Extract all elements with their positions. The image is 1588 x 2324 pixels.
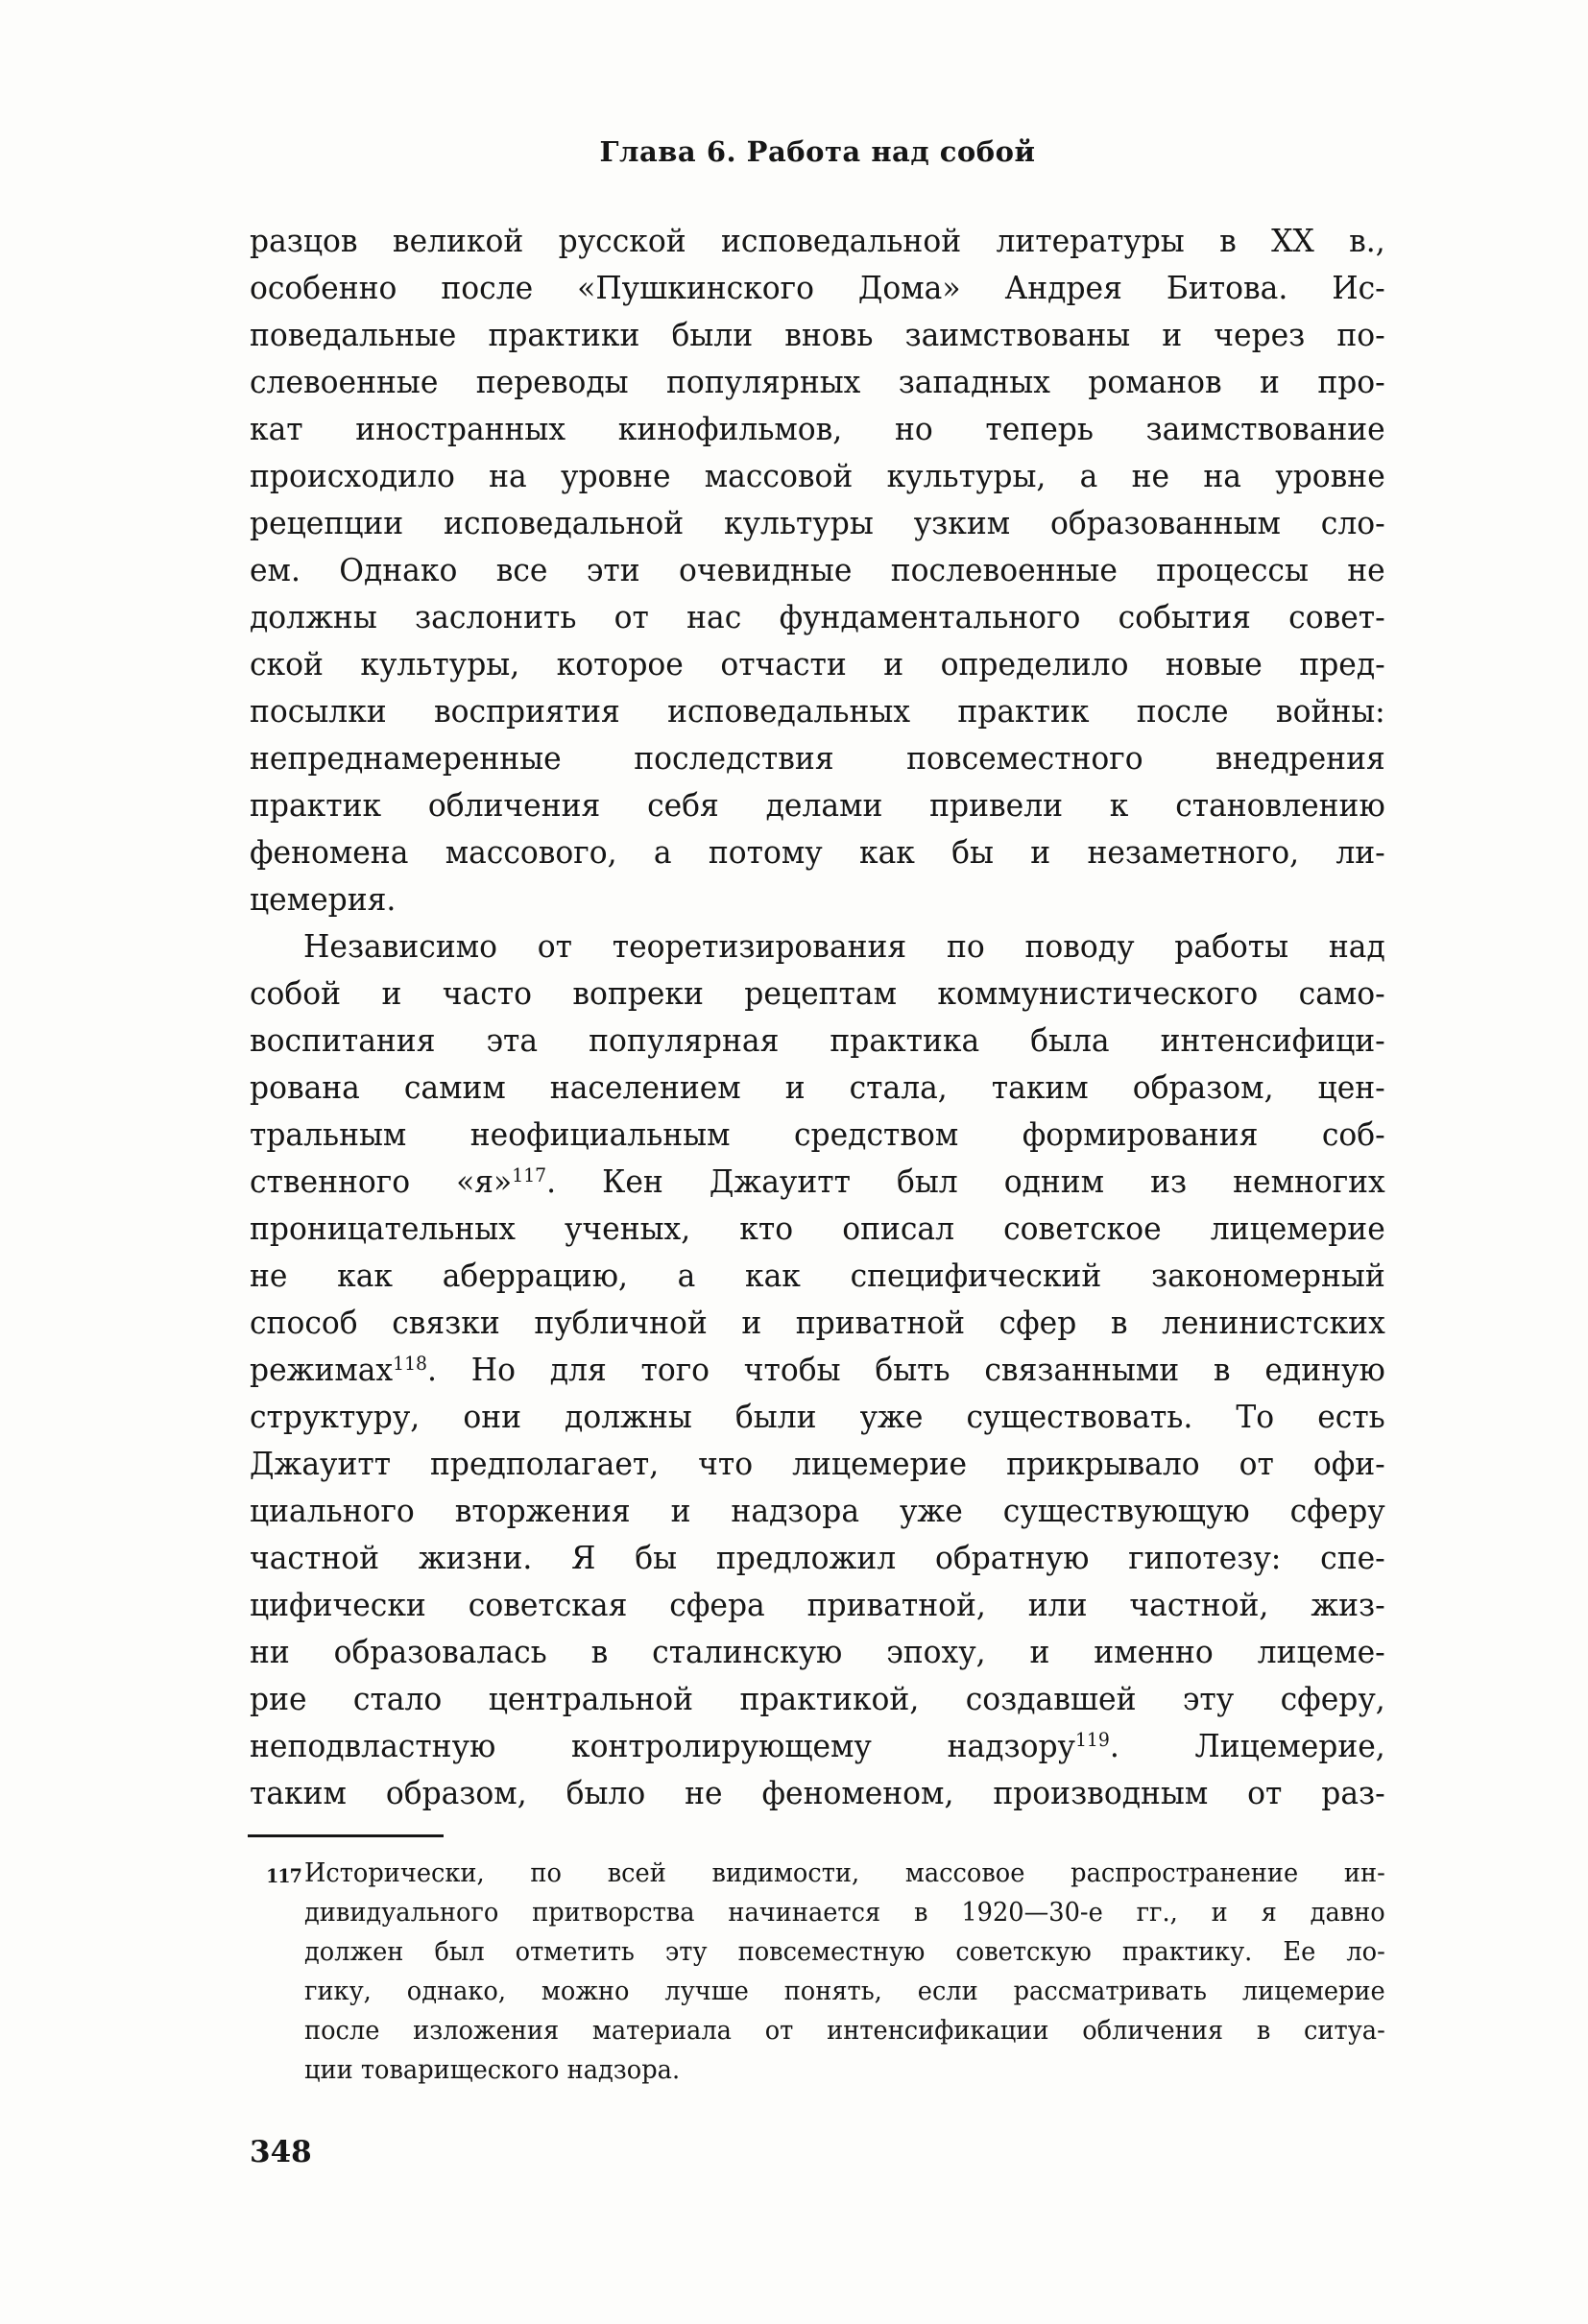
body-line: посылки восприятия исповедальных практик после войны:: [250, 692, 1385, 730]
footnote-line: дивидуального притворства начинается в 1920—30-е гг., и я давно: [304, 1898, 1385, 1928]
body-line: непреднамеренные последствия повсеместного внедрения: [250, 739, 1385, 777]
footnote-line: гику, однако, можно лучше понять, если рассматривать лицемерие: [304, 1977, 1385, 2006]
page-number: 348: [250, 2135, 312, 2169]
body-line: кат иностранных кинофильмов, но теперь заимствование: [250, 410, 1385, 447]
body-line: цифически советская сфера приватной, или частной, жиз-: [250, 1586, 1385, 1623]
body-line: рована самим населением и стала, таким образом, цен-: [250, 1068, 1385, 1106]
footnote-line: после изложения материала от интенсификации обличения в ситуа-: [304, 2016, 1385, 2046]
body-line: режимах$^{118}$. Но для того чтобы быть связанными в единую: [250, 1351, 1385, 1388]
running-header: Глава 6. Работа над собой: [599, 135, 1036, 168]
body-line: ем. Однако все эти очевидные послевоенные процессы не: [250, 551, 1385, 588]
body-line: рие стало центральной практикой, создавшей эту сферу,: [250, 1680, 1385, 1717]
footnote-line: 117 Исторически, по всей видимости, массовое распространение ин-: [304, 1854, 1385, 1893]
body-line: не как аберрацию, а как специфический закономерный: [250, 1257, 1385, 1294]
body-line: феномена массового, а потому как бы и незаметного, ли-: [250, 833, 1385, 871]
body-line: слевоенные переводы популярных западных романов и про-: [250, 363, 1385, 400]
body-line: тральным неофициальным средством формирования соб-: [250, 1115, 1385, 1153]
footnote-line: должен был отметить эту повсеместную советскую практику. Ее ло-: [304, 1937, 1385, 1967]
body-line: структуру, они должны были уже существовать. То есть: [250, 1398, 1385, 1435]
body-line: неподвластную контролирующему надзору$^{119}$. Лицемерие,: [250, 1727, 1385, 1764]
body-line: поведальные практики были вновь заимствованы и через по-: [250, 316, 1385, 353]
body-text: [250, 217, 1385, 1816]
footnote-ref: 117: [512, 1164, 547, 1187]
body-line: проницательных ученых, кто описал советское лицемерие: [250, 1210, 1385, 1247]
body-line: происходило на уровне массовой культуры, а не на уровне: [250, 457, 1385, 494]
footnote-separator: [248, 1834, 444, 1837]
footnote-ref: 118: [393, 1353, 427, 1376]
body-line: Независимо от теоретизирования по поводу работы над: [303, 927, 1385, 965]
body-line: должны заслонить от нас фундаментального события совет-: [250, 598, 1385, 635]
footnote-block: [266, 1854, 1385, 2090]
body-line: способ связки публичной и приватной сфер в ленинистских: [250, 1304, 1385, 1341]
footnote-line: ции товарищеского надзора.: [304, 2055, 681, 2085]
body-line: ской культуры, которое отчасти и определило новые пред-: [250, 645, 1385, 683]
body-line: практик обличения себя делами привели к становлению: [250, 786, 1385, 824]
body-line: особенно после «Пушкинского Дома» Андрея Битова. Ис-: [250, 269, 1385, 306]
body-line: частной жизни. Я бы предложил обратную гипотезу: спе-: [250, 1539, 1385, 1576]
footnote-marker: 117: [266, 1864, 301, 1887]
footnote-ref: 119: [1074, 1729, 1110, 1752]
body-line: цемерия.: [250, 880, 397, 918]
body-line: ни образовалась в сталинскую эпоху, и именно лицеме-: [250, 1633, 1385, 1670]
body-line: таким образом, было не феноменом, производным от раз-: [250, 1774, 1385, 1811]
body-line: ственного «я»$^{117}$. Кен Джауитт был одним из немногих: [250, 1162, 1385, 1200]
body-line: собой и часто вопреки рецептам коммунистического само-: [250, 974, 1385, 1012]
body-line: рецепции исповедальной культуры узким образованным сло-: [250, 504, 1385, 541]
body-line: разцов великой русской исповедальной литературы в XX в.,: [250, 222, 1385, 259]
body-line: Джауитт предполагает, что лицемерие прикрывало от офи-: [250, 1445, 1385, 1482]
body-line: циального вторжения и надзора уже существующую сферу: [250, 1492, 1385, 1529]
body-line: воспитания эта популярная практика была интенсифици-: [250, 1021, 1385, 1059]
